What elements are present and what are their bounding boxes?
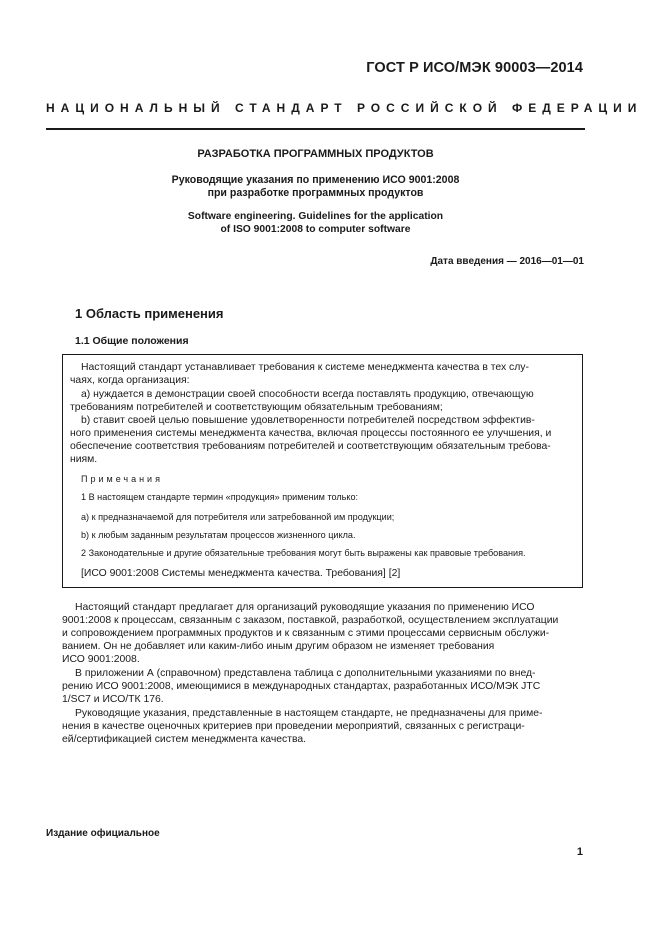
page-number: 1 bbox=[576, 846, 583, 858]
body-text-line: Настоящий стандарт предлагает для организаций руководящие указания по применению ИСО bbox=[75, 602, 535, 613]
frame-text-line: Настоящий стандарт устанавливает требования к системе менеджмента качества в тех слу- bbox=[81, 362, 529, 373]
frame-text-line: обеспечение соответствия требованиям потребителей и соответствующим обязательным требова- bbox=[70, 441, 551, 452]
note-line: 1 В настоящем стандарте термин «продукция» применим только: bbox=[81, 492, 359, 502]
russian-subtitle-line: при разработке программных продуктов bbox=[207, 187, 424, 199]
section-title: 1 Область применения bbox=[75, 306, 224, 321]
document-title: РАЗРАБОТКА ПРОГРАММНЫХ ПРОДУКТОВ bbox=[197, 148, 434, 160]
header-divider bbox=[46, 128, 585, 130]
note-line: а) к предназначаемой для потребителя или затребованной им продукции; bbox=[81, 512, 395, 522]
english-subtitle-line: Software engineering. Guidelines for the application bbox=[187, 211, 444, 222]
national-standard-heading: НАЦИОНАЛЬНЫЙ СТАНДАРТ РОССИЙСКОЙ ФЕДЕРАЦИИ bbox=[46, 101, 643, 115]
body-text-line: нения в качестве оценочных критериев при проведении мероприятий, связанных с регистраци- bbox=[62, 721, 525, 732]
notes-title: Примечания bbox=[81, 474, 163, 484]
body-text-line: рению ИСО 9001:2008, имеющимися в международных стандартах, разработанных ИСО/МЭК JTC bbox=[62, 681, 541, 692]
body-text-line: и сопровождением программных продуктов и к связанным с этими процессами сервисным обслужи- bbox=[62, 628, 550, 639]
note-line: 2 Законодательные и другие обязательные требования могут быть выражены как правовые требования. bbox=[81, 548, 526, 558]
frame-text-line: требованиям потребителей и соответствующим обязательным требованиям; bbox=[70, 402, 443, 413]
document-code: ГОСТ Р ИСО/МЭК 90003—2014 bbox=[366, 60, 583, 76]
frame-text-line: а) нуждается в демонстрации своей способности всегда поставлять продукцию, отвечающую bbox=[81, 389, 534, 400]
frame-text-line: чаях, когда организация: bbox=[70, 375, 190, 386]
body-text-line: Руководящие указания, представленные в настоящем стандарте, не предназначены для приме- bbox=[75, 708, 543, 719]
subsection-title: 1.1 Общие положения bbox=[75, 335, 189, 347]
body-text-line: В приложении А (справочном) представлена таблица с дополнительными указаниями по внед- bbox=[75, 668, 536, 679]
note-line: b) к любым заданным результатам процессов жизненного цикла. bbox=[81, 530, 356, 540]
official-edition-label: Издание официальное bbox=[46, 828, 160, 839]
russian-subtitle bbox=[46, 174, 585, 200]
body-text-line: ей/сертификацией систем менеджмента качества. bbox=[62, 734, 307, 745]
body-text-line: 1/SC7 и ИСО/ТК 176. bbox=[62, 694, 164, 705]
frame-text-line: ного применения системы менеджмента качества, включая процессы постоянного ее улучшения, и bbox=[70, 428, 552, 439]
english-subtitle-line: of ISO 9001:2008 to computer software bbox=[220, 223, 411, 235]
body-text-line: ИСО 9001:2008. bbox=[62, 654, 140, 665]
russian-subtitle-line: Руководящие указания по применению ИСО 9001:2008 bbox=[171, 174, 460, 186]
frame-text-line: b) ставит своей целью повышение удовлетворенности потребителей посредством эффектив- bbox=[81, 415, 535, 426]
english-subtitle bbox=[46, 211, 585, 236]
frame-text-line: ниям. bbox=[70, 454, 98, 465]
introduction-date: Дата введения — 2016—01—01 bbox=[430, 256, 584, 267]
body-text-line: 9001:2008 к процессам, связанным с заказом, поставкой, разработкой, осуществлением эксплуатации bbox=[62, 615, 559, 626]
reference-citation: [ИСО 9001:2008 Системы менеджмента качества. Требования] [2] bbox=[81, 568, 401, 579]
body-text-line: ванием. Он не добавляет или каким-либо иным другим образом не изменяет требования bbox=[62, 641, 495, 652]
